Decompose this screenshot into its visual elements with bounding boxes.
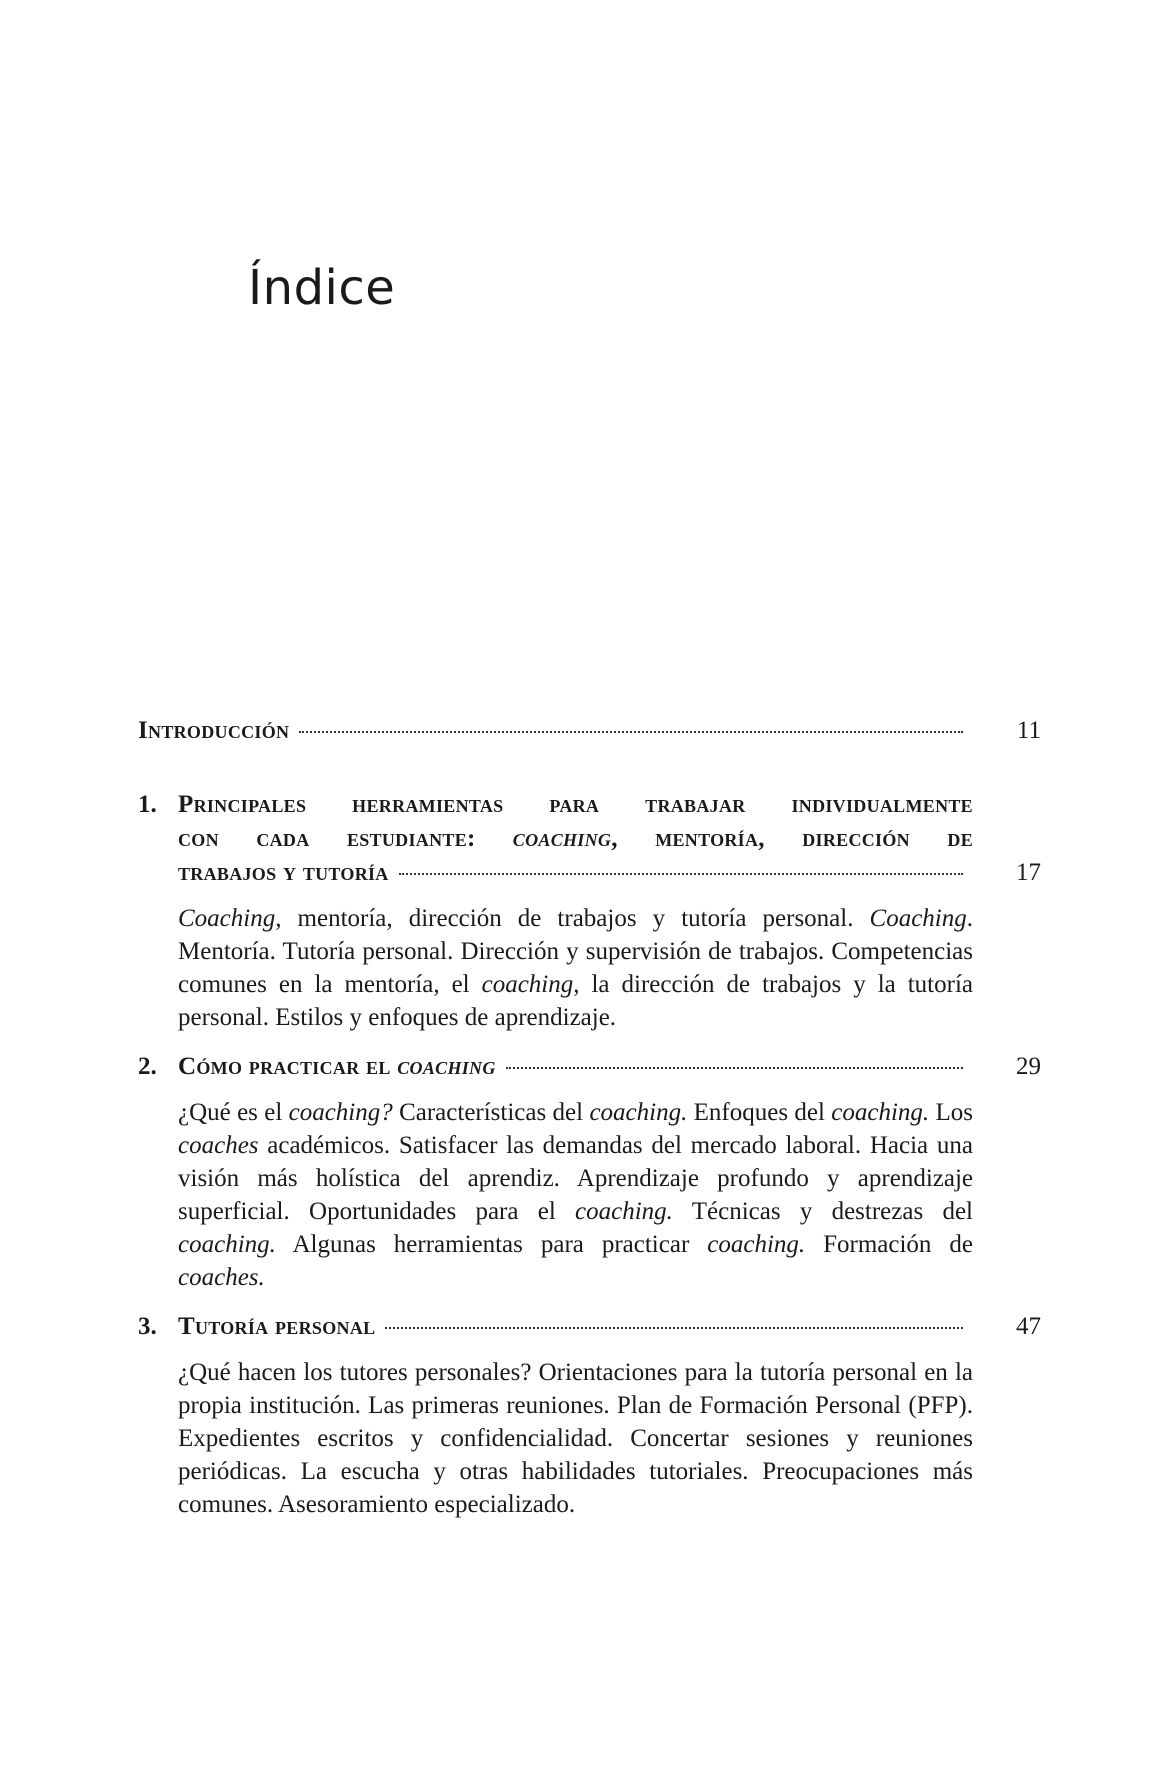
toc-page-number: 29 xyxy=(1016,1053,1041,1080)
toc-heading-line: con cada estudiante: xyxy=(178,825,476,852)
toc-heading: Introducción xyxy=(138,717,290,744)
toc-heading-italic: coaching xyxy=(512,825,612,852)
toc-heading-italic: coaching xyxy=(397,1053,496,1080)
toc-page-number: 17 xyxy=(1016,859,1041,886)
toc-heading: Tutoría personal xyxy=(178,1313,376,1340)
page-title: Índice xyxy=(248,260,396,316)
dot-leader xyxy=(385,1327,963,1329)
table-of-contents xyxy=(138,714,1041,1521)
toc-entry-introduccion[interactable] xyxy=(138,714,1041,748)
toc-description: ¿Qué es el coaching? Características del coaching. Enfoques del coaching. Los coaches académicos. Satisfacer las demandas del mercado laboral. Hacia una visión más holística del aprendiz. Aprendizaje profundo y aprendizaje superficial. Oportunidades para el coaching. Técnicas y destrezas del coaching. Algunas herramientas para practicar coaching. Formación de coaches. xyxy=(178,1099,974,1291)
toc-heading-line: Principales herramientas para trabajar individualmente xyxy=(178,791,973,818)
toc-page-number: 11 xyxy=(1016,717,1041,744)
toc-heading: Cómo practicar el coaching xyxy=(178,1053,496,1080)
toc-heading-line: , mentoría, dirección de xyxy=(611,825,974,852)
toc-heading-line: trabajos y tutoría xyxy=(178,859,389,886)
toc-entry-chapter-1[interactable] xyxy=(138,788,1041,1034)
dot-leader xyxy=(399,873,963,875)
toc-entry-chapter-2[interactable] xyxy=(138,1050,1041,1294)
dot-leader xyxy=(299,731,963,733)
toc-description: ¿Qué hacen los tutores personales? Orientaciones para la tutoría personal en la propia institución. Las primeras reuniones. Plan de Formación Personal (PFP). Expedientes escritos y confidencialidad. Concertar sesiones y reuniones periódicas. La escucha y otras habilidades tutoriales. Preocupaciones más comunes. Asesoramiento especializado. xyxy=(178,1359,973,1518)
chapter-number: 2. xyxy=(138,1053,157,1080)
dot-leader xyxy=(506,1067,963,1069)
chapter-number: 1. xyxy=(138,791,157,818)
toc-entry-chapter-3[interactable] xyxy=(138,1310,1041,1521)
chapter-number: 3. xyxy=(138,1313,157,1340)
toc-description: Coaching, mentoría, dirección de trabajos y tutoría personal. Coaching. Mentoría. Tutoría personal. Dirección y supervisión de trabajos. Competencias comunes en la mentoría, el coaching, la dirección de trabajos y la tutoría personal. Estilos y enfoques de aprendizaje. xyxy=(178,905,973,1031)
toc-page-number: 47 xyxy=(1016,1313,1041,1340)
